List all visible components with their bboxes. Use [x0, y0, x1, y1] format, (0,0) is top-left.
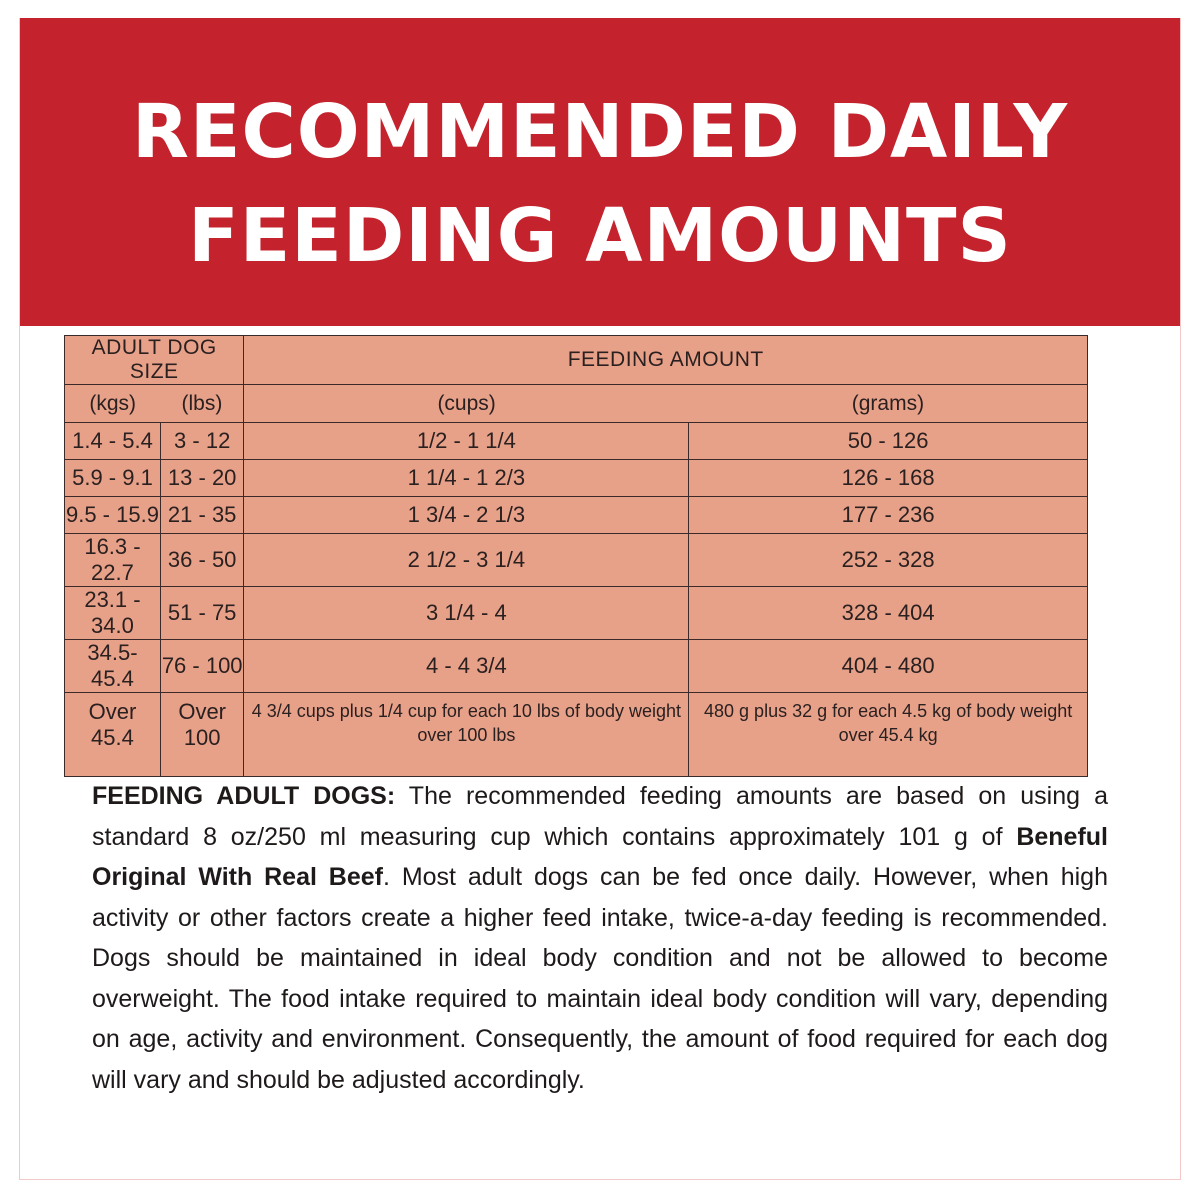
cell-cups: 3 1/4 - 4: [244, 587, 689, 640]
table-sub-header-row: [65, 385, 1088, 423]
cell-grams: 177 - 236: [689, 497, 1088, 534]
table-row: [65, 693, 1088, 777]
title-line-1: RECOMMENDED DAILY: [131, 89, 1069, 175]
cell-cups: 4 3/4 cups plus 1/4 cup for each 10 lbs of body weight over 100 lbs: [244, 693, 689, 777]
cell-cups: 1 3/4 - 2 1/3: [244, 497, 689, 534]
title-line-2: FEEDING AMOUNTS: [188, 193, 1012, 279]
cell-lbs: Over 100: [160, 693, 244, 777]
cell-grams: 126 - 168: [689, 460, 1088, 497]
header-feeding-amount: FEEDING AMOUNT: [244, 336, 1088, 385]
cell-cups: 2 1/2 - 3 1/4: [244, 534, 689, 587]
cell-lbs: 3 - 12: [160, 423, 244, 460]
header-grams: (grams): [689, 385, 1088, 423]
table-row: [65, 423, 1088, 460]
table-row: [65, 497, 1088, 534]
cell-cups: 1 1/4 - 1 2/3: [244, 460, 689, 497]
cell-grams: 252 - 328: [689, 534, 1088, 587]
instructions-text-2: . Most adult dogs can be fed once daily. However, when high activity or other factors create a higher feed intake, twice-a-day feeding is recommended. Dogs should be maintained in ideal body condition and not be allowed to become overweight. The food intake required to maintain ideal body condition will vary, depending on age, activity and environment. Consequently, the amount of food required for each dog will vary and should be adjusted accordingly.: [92, 863, 1108, 1094]
title-banner: [20, 18, 1180, 326]
cell-kgs: 1.4 - 5.4: [65, 423, 161, 460]
header-lbs: (lbs): [160, 385, 244, 423]
header-adult-dog-size: ADULT DOG SIZE: [65, 336, 244, 385]
instructions-lead: FEEDING ADULT DOGS:: [92, 782, 396, 810]
cell-kgs: 16.3 - 22.7: [65, 534, 161, 587]
feeding-table: [64, 335, 1088, 777]
cell-kgs: 5.9 - 9.1: [65, 460, 161, 497]
cell-lbs: 76 - 100: [160, 640, 244, 693]
table-row: [65, 587, 1088, 640]
cell-lbs: 51 - 75: [160, 587, 244, 640]
cell-kgs: 34.5- 45.4: [65, 640, 161, 693]
product-name: Beneful Original With Real Beef: [92, 822, 1108, 891]
cell-cups: 1/2 - 1 1/4: [244, 423, 689, 460]
cell-grams: 404 - 480: [689, 640, 1088, 693]
cell-cups: 4 - 4 3/4: [244, 640, 689, 693]
cell-lbs: 36 - 50: [160, 534, 244, 587]
instructions-text-1: The recommended feeding amounts are based on using a standard 8 oz/250 ml measuring cup which contains approximately 101 g of: [92, 782, 1108, 851]
cell-grams: 50 - 126: [689, 423, 1088, 460]
table-row: [65, 640, 1088, 693]
header-cups: (cups): [244, 385, 689, 423]
table-row: [65, 534, 1088, 587]
cell-lbs: 13 - 20: [160, 460, 244, 497]
cell-kgs: 23.1 - 34.0: [65, 587, 161, 640]
cell-grams: 328 - 404: [689, 587, 1088, 640]
feeding-instructions: [92, 776, 1108, 1100]
cell-kgs: 9.5 - 15.9: [65, 497, 161, 534]
cell-lbs: 21 - 35: [160, 497, 244, 534]
table-body: [65, 423, 1088, 777]
cell-kgs: Over 45.4: [65, 693, 161, 777]
table-row: [65, 460, 1088, 497]
header-kgs: (kgs): [65, 385, 161, 423]
cell-grams: 480 g plus 32 g for each 4.5 kg of body weight over 45.4 kg: [689, 693, 1088, 777]
table-group-header-row: [65, 336, 1088, 385]
